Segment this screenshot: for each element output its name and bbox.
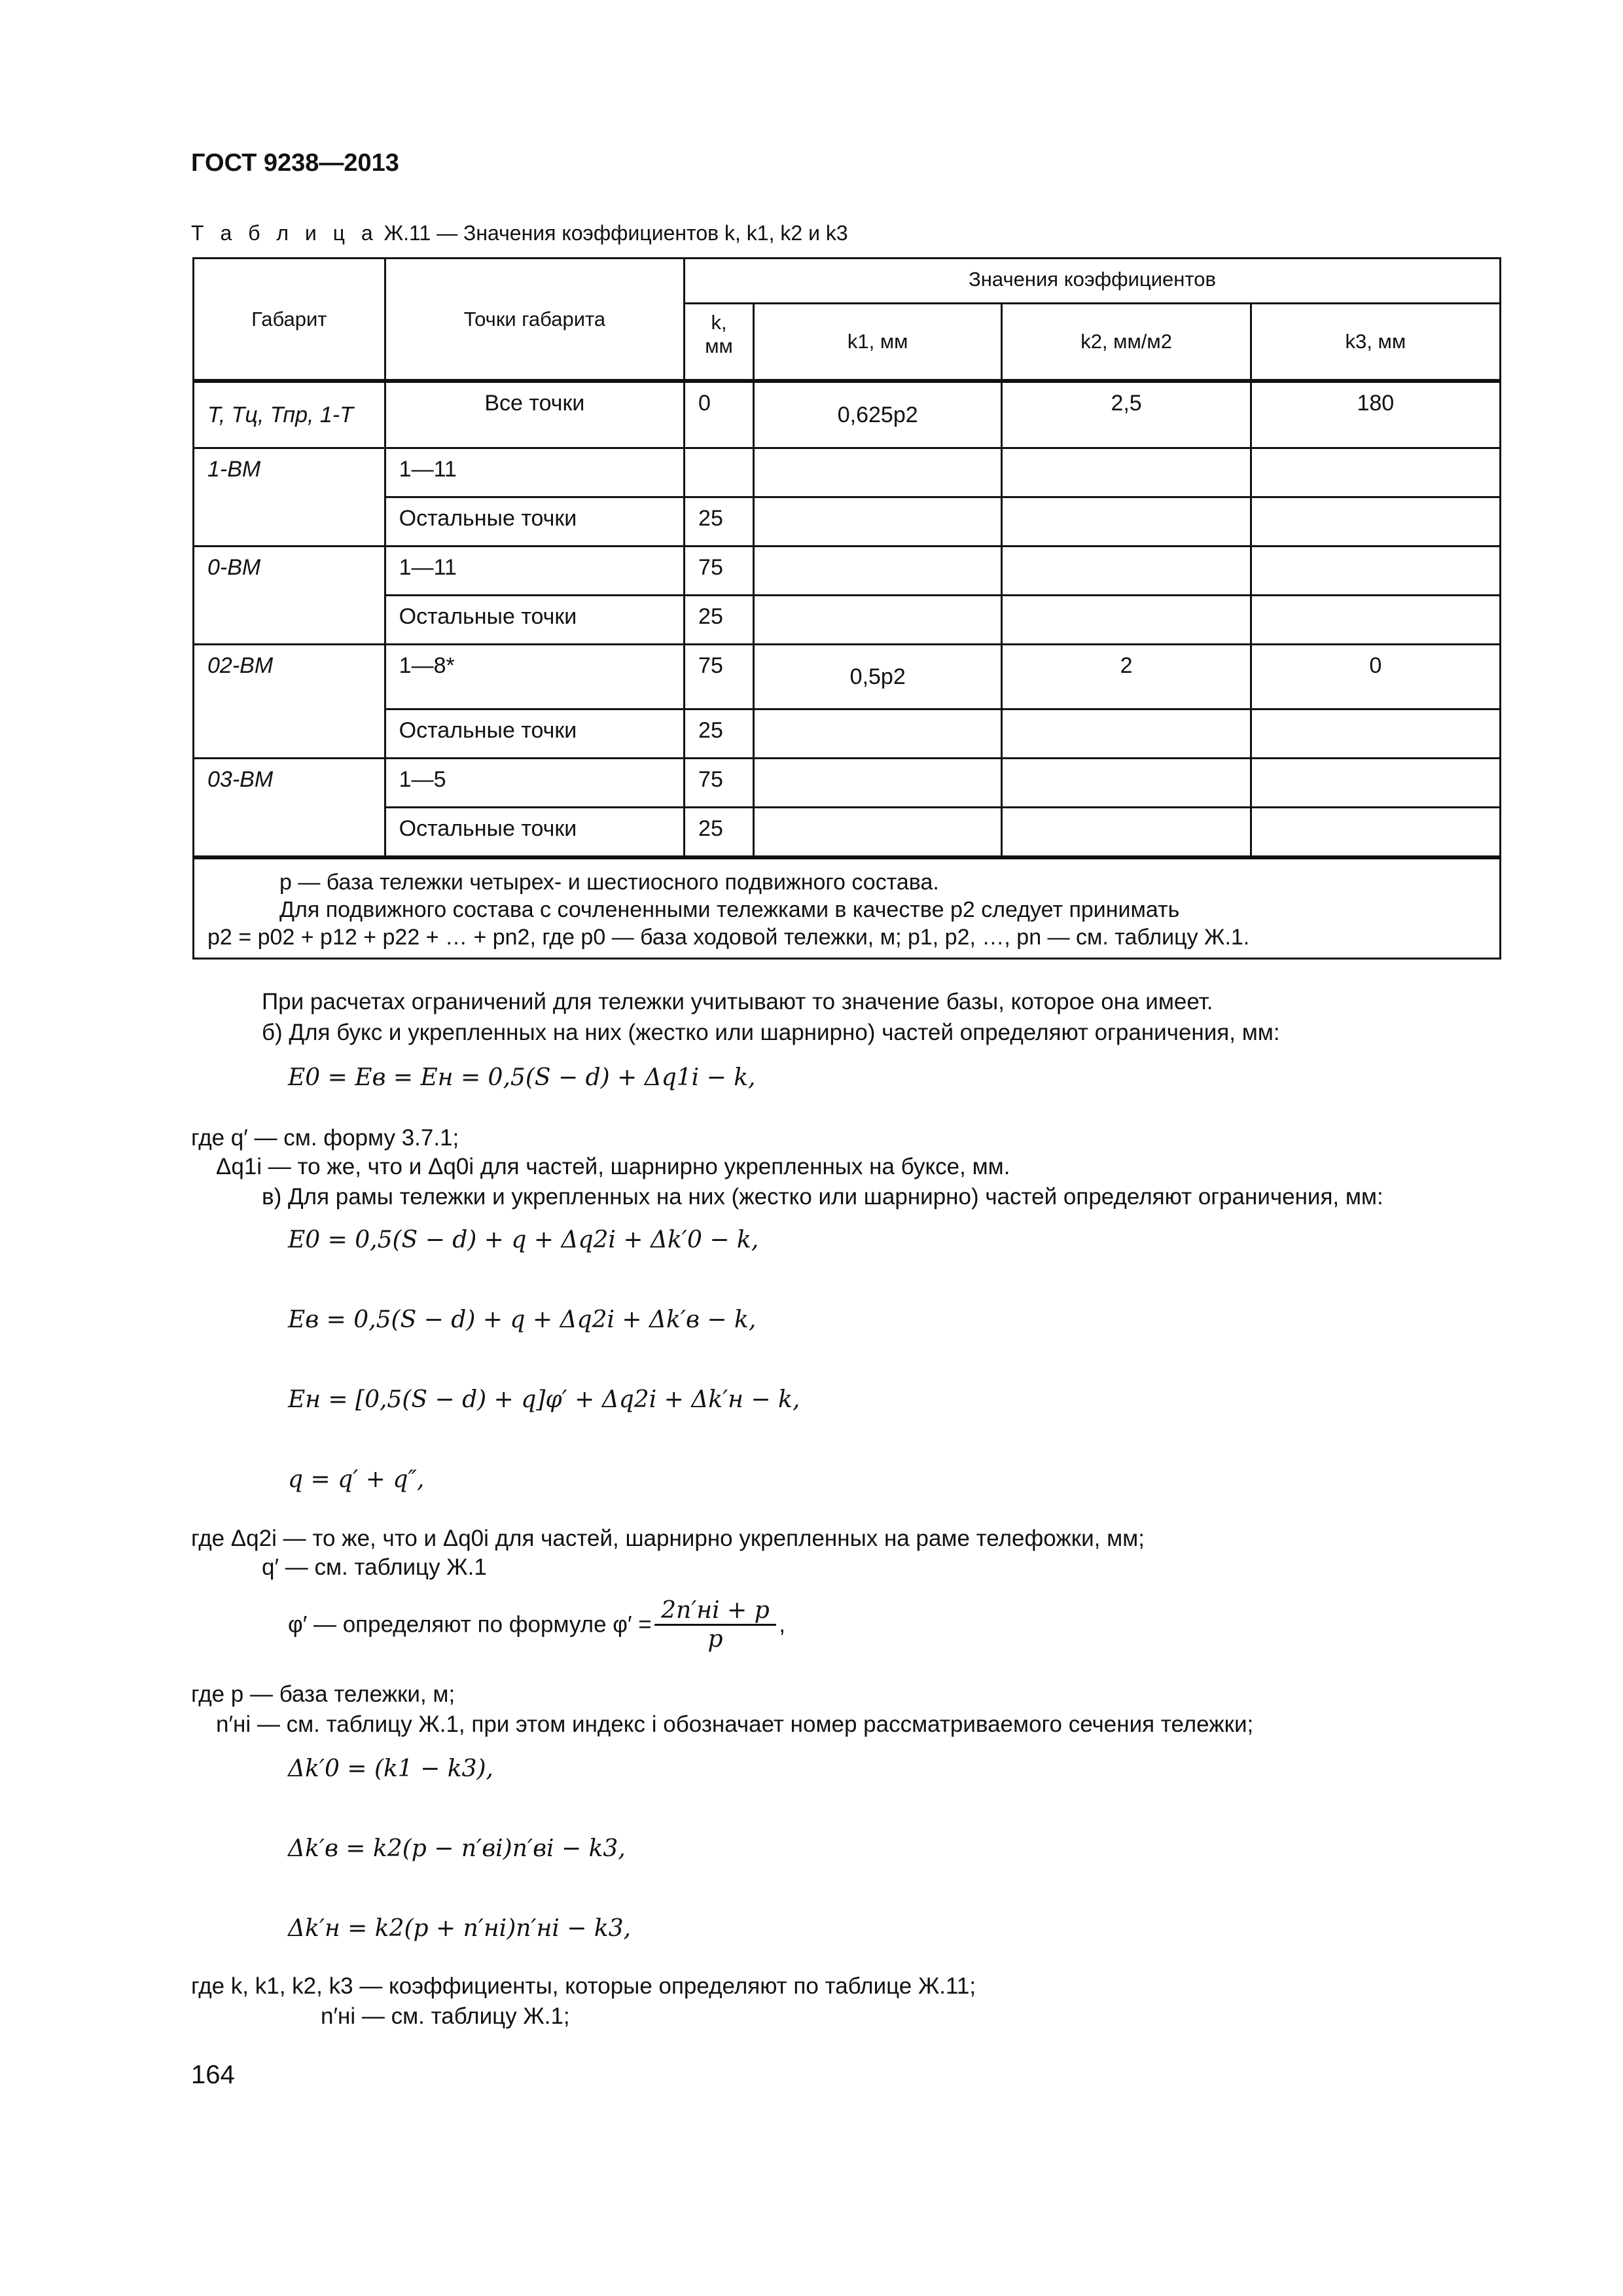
header-k1: k1, мм (753, 304, 1001, 382)
formula-ev-frame: Eв = 0,5(S − d) + q + Δq2i + Δk′в − k, (288, 1306, 757, 1333)
cell-points: Остальные точки (385, 709, 684, 759)
cell-k1: 0,625p2 (753, 381, 1001, 448)
cell-points: 1—11 (385, 547, 684, 596)
formula-dk0: Δk′0 = (k1 − k3), (288, 1755, 493, 1782)
cell-k: 75 (685, 547, 754, 596)
page-number: 164 (191, 2060, 235, 2089)
header-k2: k2, мм/м2 (1002, 304, 1251, 382)
table-caption-text: Ж.11 — Значения коэффициентов k, k1, k2 и k3 (383, 221, 848, 245)
table-note (194, 857, 1501, 959)
cell-k3 (1251, 547, 1500, 596)
where-n-prime-table: n′нi — см. таблицу Ж.1; (321, 2003, 570, 2029)
cell-k2 (1002, 808, 1251, 858)
header-gabarit: Габарит (194, 259, 385, 382)
where-p: где p — база тележки, м; (191, 1681, 455, 1707)
cell-k: 25 (685, 497, 754, 547)
cell-k3 (1251, 448, 1500, 497)
cell-gabarit: 0-ВМ (194, 547, 385, 645)
phi-tail: , (779, 1611, 785, 1638)
table-row (194, 709, 1501, 759)
formula-dkv: Δk′в = k2(p − n′вi)n′вi − k3, (288, 1835, 626, 1862)
cell-k1 (753, 448, 1001, 497)
where-dq2i: где Δq2i — то же, что и Δq0i для частей, шарнирно укрепленных на раме телефожки, мм; (191, 1526, 1145, 1551)
where-q-prime-table: q′ — см. таблицу Ж.1 (262, 1554, 487, 1580)
header-coefficients-group: Значения коэффициентов (685, 259, 1501, 304)
cell-k1: 0,5p2 (753, 645, 1001, 709)
header-k: k, мм (685, 304, 754, 382)
cell-points: Остальные точки (385, 596, 684, 645)
cell-k3: 180 (1251, 381, 1500, 448)
phi-numerator: 2n′нi + p (654, 1597, 776, 1626)
formula-e0-frame: E0 = 0,5(S − d) + q + Δq2i + Δk′0 − k, (288, 1227, 759, 1253)
formula-q: q = q′ + q″, (288, 1466, 425, 1493)
table-row (194, 645, 1501, 709)
where-n-prime: n′нi — см. таблицу Ж.1, при этом индекс i обозначает номер рассматриваемого сечения тележки; (216, 1712, 1254, 1737)
cell-k2 (1002, 596, 1251, 645)
cell-k2: 2 (1002, 645, 1251, 709)
cell-k: 75 (685, 759, 754, 808)
paragraph-b: б) Для букс и укрепленных на них (жестко или шарнирно) частей определяют ограничения, мм: (262, 1020, 1280, 1045)
cell-points: 1—8* (385, 645, 684, 709)
cell-k: 0 (685, 381, 754, 448)
cell-points: Остальные точки (385, 808, 684, 858)
cell-gabarit: 1-ВМ (194, 448, 385, 547)
table-row (194, 759, 1501, 808)
header-points: Точки габарита (385, 259, 684, 382)
cell-points: Все точки (385, 381, 684, 448)
cell-k2 (1002, 448, 1251, 497)
cell-k1 (753, 759, 1001, 808)
cell-k1 (753, 808, 1001, 858)
formula-en-frame: Eн = [0,5(S − d) + q]φ′ + Δq2i + Δk′н − k, (288, 1386, 800, 1413)
formula-phi (288, 1597, 785, 1653)
cell-k3 (1251, 709, 1500, 759)
where-coefficients: где k, k1, k2, k3 — коэффициенты, которые определяют по таблице Ж.11; (191, 1973, 976, 1999)
cell-k (685, 448, 754, 497)
table-caption-label: Т а б л и ц а (191, 221, 378, 245)
cell-k: 25 (685, 596, 754, 645)
table-row (194, 596, 1501, 645)
cell-k2 (1002, 497, 1251, 547)
phi-denominator: p (707, 1626, 723, 1653)
cell-k2: 2,5 (1002, 381, 1251, 448)
cell-k3: 0 (1251, 645, 1500, 709)
cell-points: 1—5 (385, 759, 684, 808)
cell-k3 (1251, 596, 1500, 645)
cell-gabarit: Т, Тц, Тпр, 1-Т (194, 381, 385, 448)
cell-k: 25 (685, 808, 754, 858)
header-k3: k3, мм (1251, 304, 1500, 382)
cell-k2 (1002, 709, 1251, 759)
cell-k: 75 (685, 645, 754, 709)
cell-k1 (753, 596, 1001, 645)
cell-k1 (753, 497, 1001, 547)
cell-points: 1—11 (385, 448, 684, 497)
where-dq1i: Δq1i — то же, что и Δq0i для частей, шарнирно укрепленных на буксе, мм. (216, 1154, 1010, 1179)
phi-text: φ′ — определяют по формуле φ′ = (288, 1611, 652, 1638)
cell-k: 25 (685, 709, 754, 759)
cell-gabarit: 02-ВМ (194, 645, 385, 759)
cell-points: Остальные точки (385, 497, 684, 547)
table-caption (191, 221, 848, 245)
cell-k1 (753, 547, 1001, 596)
cell-k3 (1251, 808, 1500, 858)
cell-gabarit: 03-ВМ (194, 759, 385, 858)
cell-k3 (1251, 759, 1500, 808)
table-row (194, 448, 1501, 497)
paragraph-v: в) Для рамы тележки и укрепленных на них (жестко или шарнирно) частей определяют ограничения, мм: (262, 1184, 1383, 1210)
table-row (194, 381, 1501, 448)
table-row (194, 547, 1501, 596)
coefficients-table (192, 257, 1501, 960)
paragraph-base: При расчетах ограничений для тележки учитывают то значение базы, которое она имеет. (262, 989, 1213, 1014)
document-header: ГОСТ 9238—2013 (191, 149, 399, 177)
note-line-3: p2 = p02 + p12 + p22 + … + pn2, где p0 — база ходовой тележки, м; p1, p2, …, pn — см. таблицу Ж.1. (207, 925, 1250, 950)
table-row (194, 808, 1501, 858)
where-q-prime: где q′ — см. форму 3.7.1; (191, 1125, 459, 1151)
table-row (194, 497, 1501, 547)
cell-k2 (1002, 547, 1251, 596)
cell-k3 (1251, 497, 1500, 547)
note-line-1: p — база тележки четырех- и шестиосного подвижного состава. (279, 870, 939, 895)
table-note-row (194, 857, 1501, 959)
cell-k1 (753, 709, 1001, 759)
formula-dkn: Δk′н = k2(p + n′нi)n′нi − k3, (288, 1915, 632, 1942)
note-line-2: Для подвижного состава с сочлененными тележками в качестве p2 следует принимать (279, 897, 1180, 922)
cell-k2 (1002, 759, 1251, 808)
phi-fraction (654, 1597, 776, 1653)
formula-e0-axle: E0 = Eв = Eн = 0,5(S − d) + Δq1i − k, (288, 1064, 756, 1091)
